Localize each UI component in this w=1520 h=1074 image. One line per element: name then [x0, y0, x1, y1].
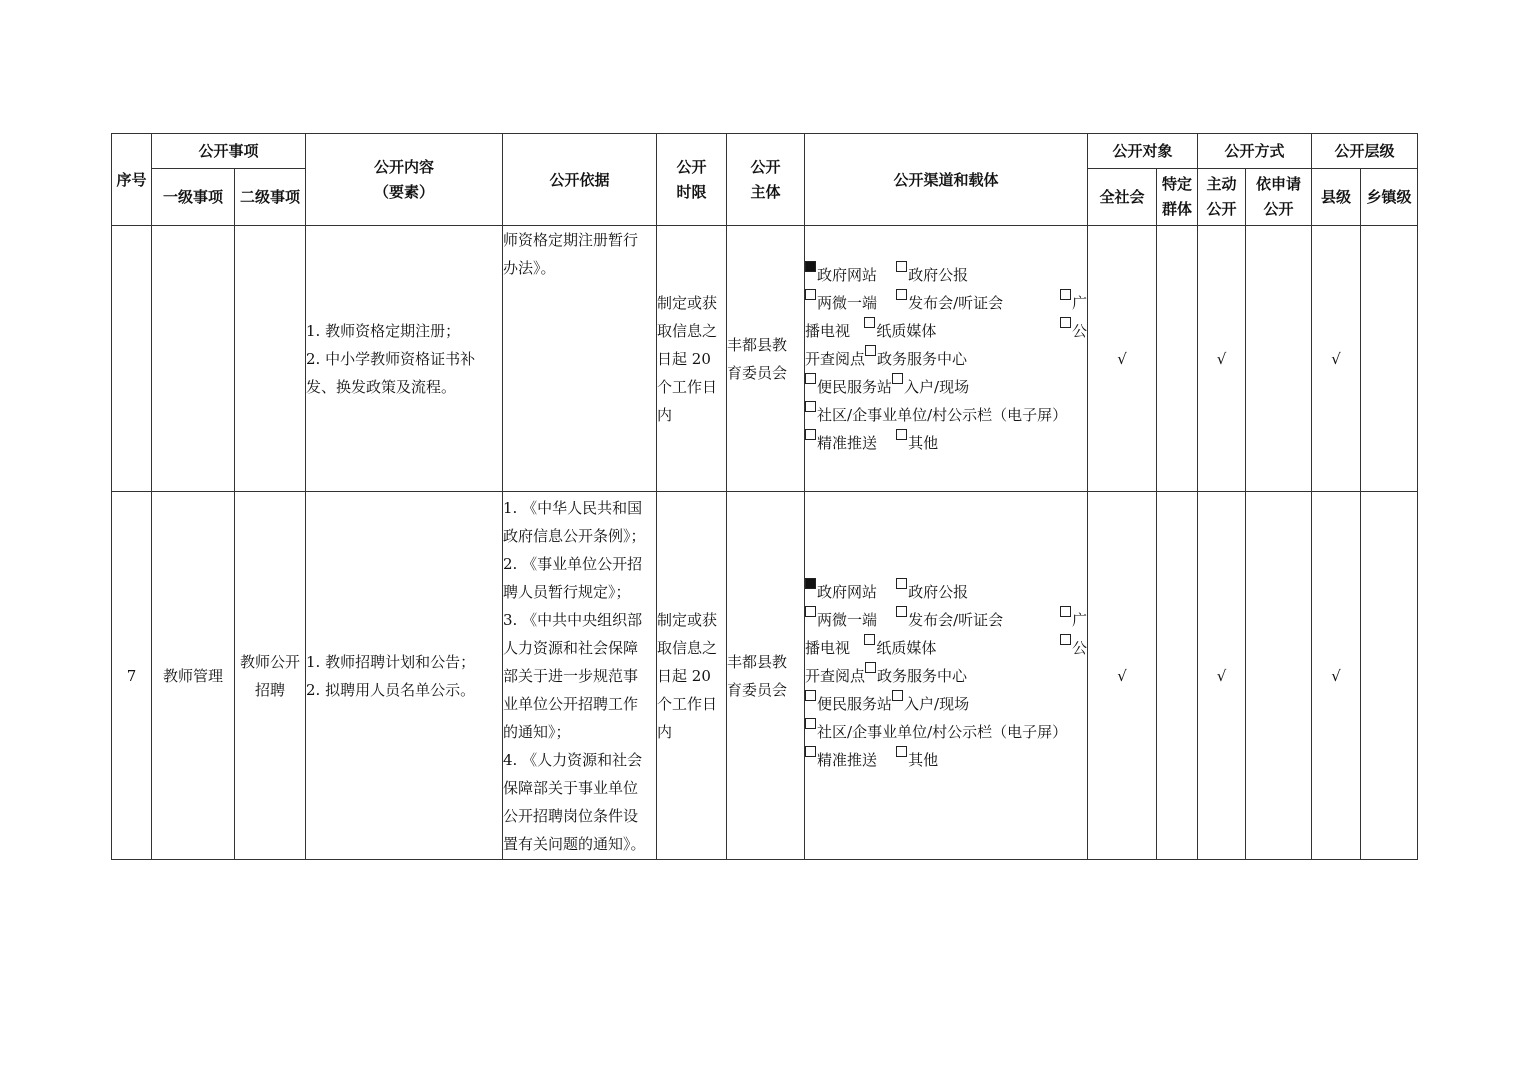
header-level-town: 乡镇级: [1361, 169, 1418, 226]
channel-service-center: 政务服务中心: [877, 666, 968, 685]
row-level2: [235, 492, 306, 860]
channel-convenience: 便民服务站: [817, 377, 893, 396]
header-deadline-line1: 公开: [676, 157, 707, 176]
header-level-county: 县级: [1312, 169, 1361, 226]
checkbox-empty-icon: [1060, 606, 1071, 617]
deadline-line: 日起 20: [657, 349, 711, 368]
row-deadline: [657, 226, 727, 492]
channel-twomicro: 两微一端: [817, 610, 878, 629]
row-level-county: √: [1312, 226, 1361, 492]
basis-line: 4. 《人力资源和社会: [503, 750, 643, 769]
channel-pressconf: 发布会/听证会: [908, 293, 1004, 312]
checkbox-checked-icon: [805, 261, 816, 272]
channel-print: 纸质媒体: [876, 321, 937, 340]
row-level-county: √: [1312, 492, 1361, 860]
basis-line: 办法》。: [503, 259, 556, 277]
channel-other: 其他: [908, 750, 939, 769]
row-content: [306, 226, 503, 492]
row-basis: [503, 492, 657, 860]
checkbox-empty-icon: [892, 690, 903, 701]
row-method-active: √: [1198, 226, 1246, 492]
checkbox-empty-icon: [805, 718, 816, 729]
subject-line: 育委员会: [727, 363, 788, 382]
row-level-town: [1361, 226, 1418, 492]
channel-community: 社区/企事业单位/村公示栏（电子屏）: [817, 722, 1068, 741]
header-method-request-line1: 依申请: [1256, 175, 1302, 193]
row-content: [306, 492, 503, 860]
checkbox-empty-icon: [805, 746, 816, 757]
checkbox-checked-icon: [805, 578, 816, 589]
header-basis: 公开依据: [503, 134, 657, 226]
header-subject-line1: 公开: [750, 157, 781, 176]
header-method-request-line2: 公开: [1263, 200, 1294, 218]
basis-line: 人力资源和社会保障: [503, 638, 639, 657]
checkbox-empty-icon: [1060, 317, 1071, 328]
header-method-group: 公开方式: [1198, 134, 1312, 169]
channel-convenience: 便民服务站: [817, 694, 893, 713]
header-level-group: 公开层级: [1312, 134, 1418, 169]
header-method-active-line1: 主动: [1206, 175, 1237, 193]
content-line: 1. 教师招聘计划和公告；: [306, 652, 476, 671]
basis-line: 2. 《事业单位公开招: [503, 554, 643, 573]
header-content: [306, 134, 503, 226]
row-deadline: [657, 492, 727, 860]
channel-community: 社区/企事业单位/村公示栏（电子屏）: [817, 405, 1068, 424]
basis-line: 业单位公开招聘工作: [503, 694, 639, 713]
checkbox-empty-icon: [892, 373, 903, 384]
row-level-town: [1361, 492, 1418, 860]
channel-broadcast-a: 广: [1072, 293, 1088, 312]
checkbox-empty-icon: [805, 690, 816, 701]
row-target-all: √: [1088, 226, 1157, 492]
checkbox-empty-icon: [805, 373, 816, 384]
deadline-line: 制定或获: [657, 610, 718, 629]
basis-line: 的通知》；: [503, 722, 571, 741]
channel-reading-a: 公: [1072, 321, 1088, 340]
checkbox-empty-icon: [1060, 634, 1071, 645]
channel-website: 政府网站: [817, 582, 878, 601]
row-method-request: [1246, 492, 1312, 860]
channel-reading-a: 公: [1072, 638, 1088, 657]
channel-gazette: 政府公报: [908, 265, 969, 284]
deadline-line: 内: [657, 405, 673, 424]
header-subject: [727, 134, 805, 226]
header-content-line1: 公开内容: [374, 157, 435, 176]
row-seq: 7: [112, 492, 152, 860]
checkbox-empty-icon: [896, 578, 907, 589]
row-method-active: √: [1198, 492, 1246, 860]
level2-line: 招聘: [255, 680, 286, 699]
row-subject: [727, 226, 805, 492]
header-channel: 公开渠道和载体: [805, 134, 1088, 226]
content-line: 发、换发政策及流程。: [306, 377, 457, 396]
row-level2: [235, 226, 306, 492]
content-line: 1. 教师资格定期注册；: [306, 321, 461, 340]
header-seq: 序号: [112, 134, 152, 226]
channel-household: 入户/现场: [904, 377, 970, 396]
content-line: 2. 中小学教师资格证书补: [306, 349, 476, 368]
subject-line: 丰都县教: [727, 335, 788, 354]
content-line: 2. 拟聘用人员名单公示。: [306, 680, 476, 699]
channel-print: 纸质媒体: [876, 638, 937, 657]
checkbox-empty-icon: [1060, 289, 1071, 300]
subject-line: 丰都县教: [727, 652, 788, 671]
deadline-line: 取信息之: [657, 321, 718, 340]
channel-website: 政府网站: [817, 265, 878, 284]
deadline-line: 制定或获: [657, 293, 718, 312]
table-row: [112, 492, 1418, 860]
row-channels: [805, 492, 1088, 860]
row-basis: [503, 226, 657, 492]
row-subject: [727, 492, 805, 860]
checkbox-empty-icon: [805, 289, 816, 300]
checkbox-empty-icon: [896, 429, 907, 440]
basis-line: 保障部关于事业单位: [503, 778, 639, 797]
row-target-all: √: [1088, 492, 1157, 860]
header-target-group: 公开对象: [1088, 134, 1198, 169]
channel-gazette: 政府公报: [908, 582, 969, 601]
deadline-line: 个工作日: [657, 694, 718, 713]
channel-broadcast-b: 播电视: [805, 321, 851, 340]
checkbox-empty-icon: [805, 429, 816, 440]
level2-line: 教师公开: [240, 652, 301, 671]
header-deadline-line2: 时限: [676, 182, 707, 201]
header-method-active: [1198, 169, 1246, 226]
basis-line: 置有关问题的通知》。: [503, 834, 646, 853]
basis-line: 部关于进一步规范事: [503, 666, 639, 685]
channel-reading-b: 开查阅点: [805, 349, 866, 368]
channel-reading-b: 开查阅点: [805, 666, 866, 685]
row-channels: [805, 226, 1088, 492]
basis-line: 政府信息公开条例》；: [503, 526, 646, 545]
header-method-request: [1246, 169, 1312, 226]
row-method-request: [1246, 226, 1312, 492]
subject-line: 育委员会: [727, 680, 788, 699]
basis-line: 1. 《中华人民共和国: [503, 498, 643, 517]
checkbox-empty-icon: [896, 289, 907, 300]
channel-pressconf: 发布会/听证会: [908, 610, 1004, 629]
checkbox-empty-icon: [896, 746, 907, 757]
channel-precise: 精准推送: [817, 433, 878, 452]
header-target-special: [1157, 169, 1198, 226]
channel-precise: 精准推送: [817, 750, 878, 769]
row-target-special: [1157, 226, 1198, 492]
checkbox-empty-icon: [864, 634, 875, 645]
checkbox-empty-icon: [864, 317, 875, 328]
row-level1: 教师管理: [152, 492, 235, 860]
basis-line: 师资格定期注册暂行: [503, 231, 639, 249]
deadline-line: 日起 20: [657, 666, 711, 685]
basis-line: 3. 《中共中央组织部: [503, 610, 643, 629]
channel-twomicro: 两微一端: [817, 293, 878, 312]
channel-household: 入户/现场: [904, 694, 970, 713]
checkbox-empty-icon: [805, 401, 816, 412]
header-subject-line2: 主体: [750, 182, 781, 201]
header-target-all: 全社会: [1088, 169, 1157, 226]
checkbox-empty-icon: [865, 662, 876, 673]
deadline-line: 内: [657, 722, 673, 741]
basis-line: 公开招聘岗位条件设: [503, 806, 639, 825]
header-items-group: 公开事项: [152, 134, 306, 169]
header-level1: 一级事项: [152, 169, 235, 226]
row-seq: [112, 226, 152, 492]
table-row: [112, 226, 1418, 492]
header-target-special-line2: 群体: [1162, 200, 1193, 218]
checkbox-empty-icon: [896, 261, 907, 272]
row-target-special: [1157, 492, 1198, 860]
channel-service-center: 政务服务中心: [877, 349, 968, 368]
channel-broadcast-b: 播电视: [805, 638, 851, 657]
row-level1: [152, 226, 235, 492]
header-content-line2: （要素）: [374, 182, 435, 201]
disclosure-table: [111, 133, 1418, 860]
header-level2: 二级事项: [235, 169, 306, 226]
basis-line: 聘人员暂行规定》；: [503, 582, 631, 601]
channel-broadcast-a: 广: [1072, 610, 1088, 629]
deadline-line: 取信息之: [657, 638, 718, 657]
checkbox-empty-icon: [896, 606, 907, 617]
checkbox-empty-icon: [805, 606, 816, 617]
header-deadline: [657, 134, 727, 226]
header-method-active-line2: 公开: [1206, 200, 1237, 218]
deadline-line: 个工作日: [657, 377, 718, 396]
checkbox-empty-icon: [865, 345, 876, 356]
channel-other: 其他: [908, 433, 939, 452]
header-target-special-line1: 特定: [1162, 175, 1193, 193]
